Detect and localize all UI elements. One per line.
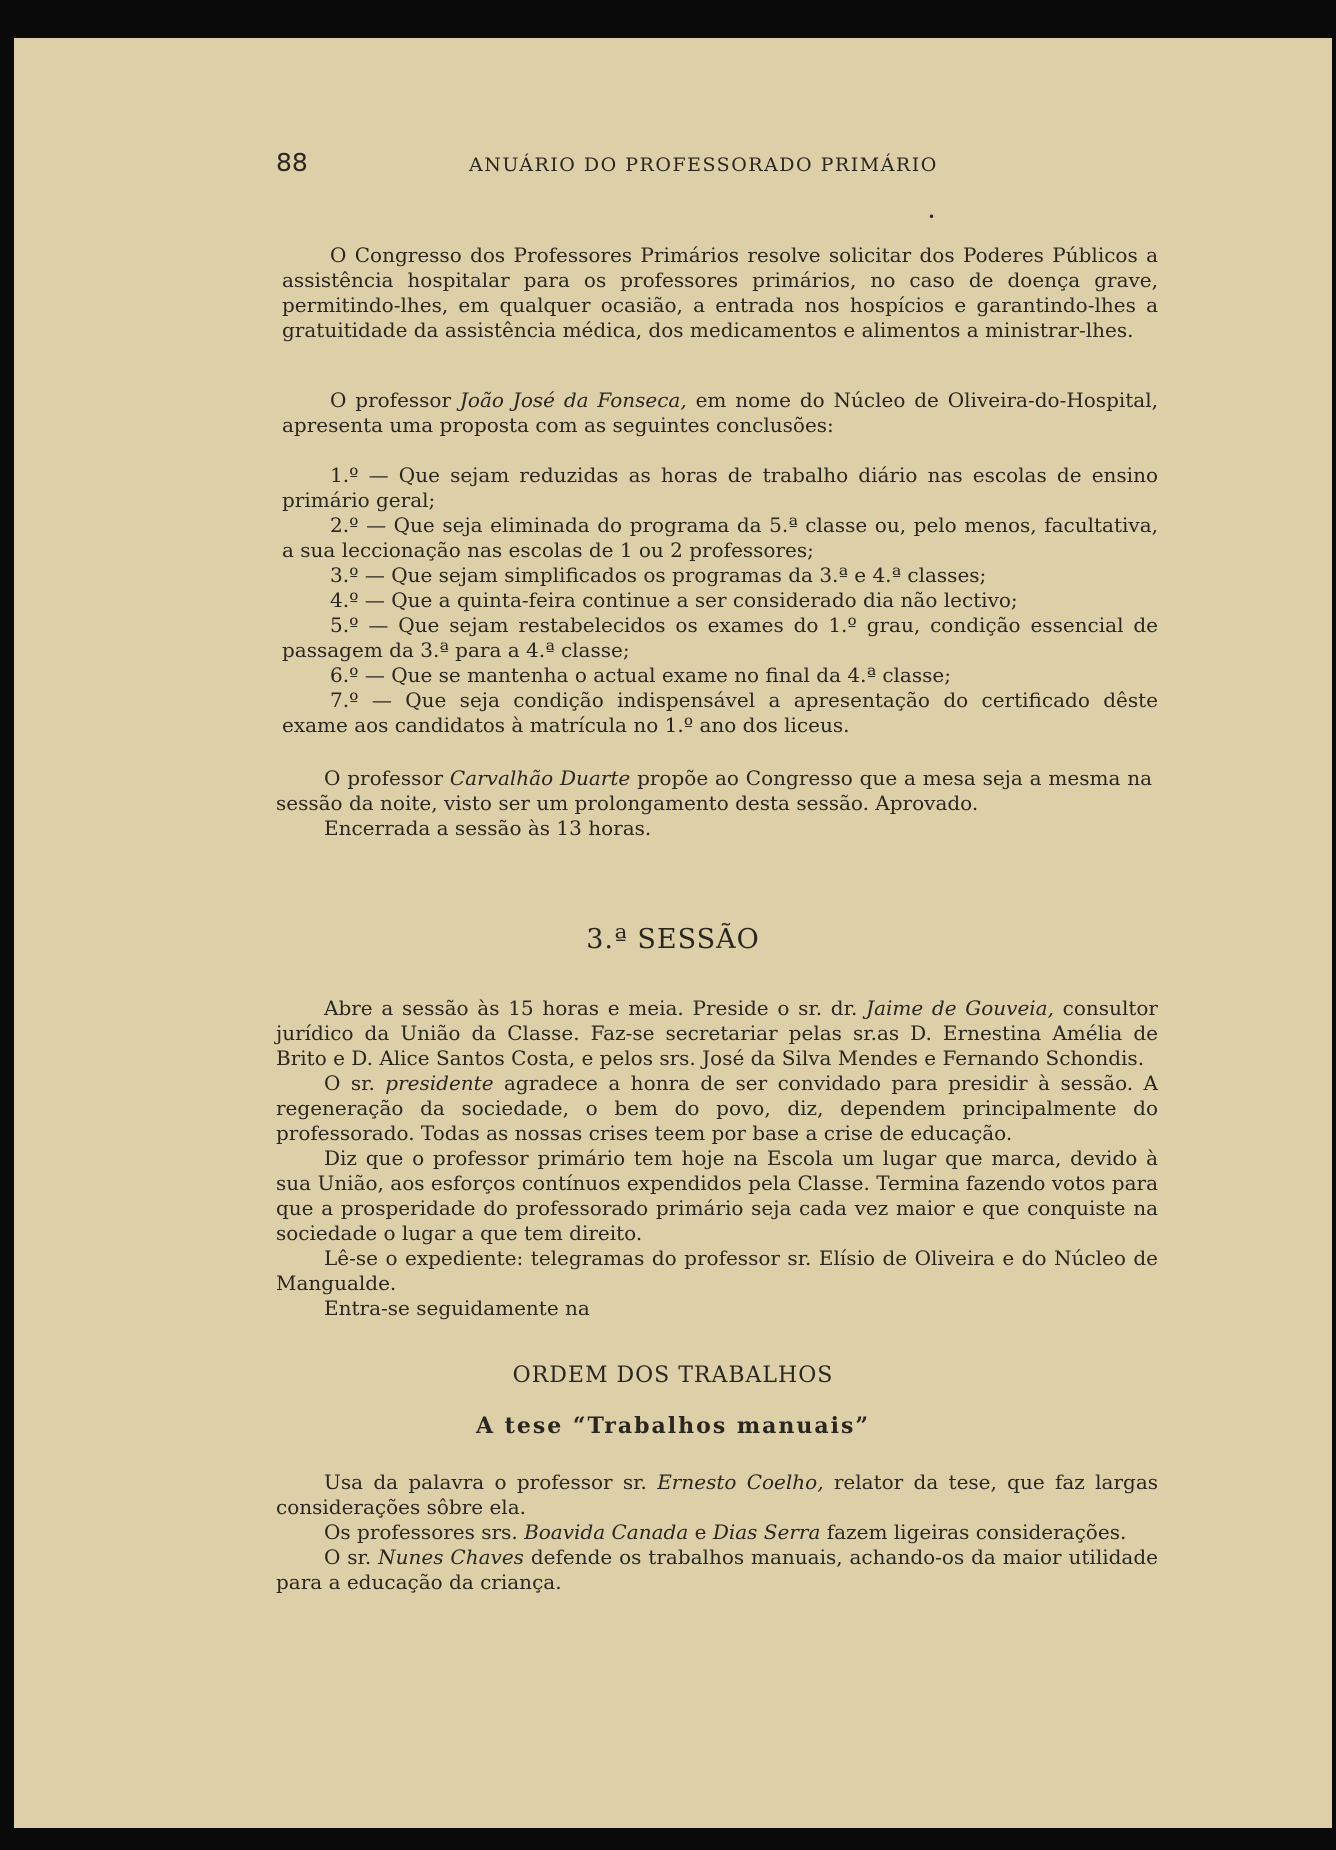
person-name: Jaime de Gouveia, bbox=[866, 996, 1054, 1020]
document-page bbox=[14, 38, 1332, 1828]
conclusion-item: 3.º — Que sejam simplificados os programas da 3.ª e 4.ª classes; bbox=[330, 563, 987, 587]
conclusions-list bbox=[282, 463, 1158, 738]
session-body: Abre a sessão às 15 horas e meia. Preside o sr. dr. Jaime de Gouveia, consultor jurídico da União da Classe. Faz-se secretariar pelas sr.as D. Ernestina Amélia de Brito e D. Alice Santos Costa, e pelos srs. José da Silva Mendes e Fernando Schondis. O sr. presidente agradece a honra de ser convidado para presidir à sessão. A regeneração da sociedade, o bem do povo, diz, dependem principalmente do professorado. Todas as nossas crises teem por base a crise de educação. Diz que o professor primário tem hoje na Escola um lugar que marca, devido à sua União, aos esforços contínuos expendidos pela Classe. Termina fazendo votos para que a prosperidade do professorado primário seja cada vez maior e que conquiste na sociedade o lugar a que tem direito. Lê-se o expediente: telegramas do professor sr. Elísio de Oliveira e do Núcleo de Mangualde. Entra-se seguidamente na bbox=[276, 996, 1158, 1320]
ornament-dot: • bbox=[928, 210, 936, 224]
conclusion-item: 1.º — Que sejam reduzidas as horas de trabalho diário nas escolas de ensino primário geral; bbox=[282, 463, 1158, 512]
paragraph-carvalhao: O professor Carvalhão Duarte propõe ao Congresso que a mesa seja a mesma na sessão da noite, visto ser um prolongamento desta sessão. Aprovado. Encerrada a sessão às 13 horas. bbox=[276, 766, 1153, 840]
session-title: 3.ª SESSÃO bbox=[586, 924, 760, 955]
person-name: Ernesto Coelho, bbox=[657, 1470, 824, 1494]
page-number: 88 bbox=[276, 148, 308, 177]
running-head: ANUÁRIO DO PROFESSORADO PRIMÁRIO bbox=[469, 154, 938, 176]
conclusion-item: 7.º — Que seja condição indispensável a apresentação do certificado dêste exame aos candidatos à matrícula no 1.º ano dos liceus. bbox=[282, 688, 1158, 737]
person-name: Boavida Canada bbox=[524, 1520, 689, 1544]
tese-title: A tese “Trabalhos manuais” bbox=[475, 1413, 871, 1439]
person-name: Carvalhão Duarte bbox=[449, 766, 631, 790]
conclusion-item: 6.º — Que se mantenha o actual exame no final da 4.ª classe; bbox=[330, 663, 951, 687]
title-word: presidente bbox=[385, 1071, 494, 1095]
person-name: Nunes Chaves bbox=[378, 1545, 524, 1569]
page-edge-tear bbox=[882, 42, 922, 56]
person-name: Dias Serra bbox=[712, 1520, 821, 1544]
person-name: João José da Fonseca, bbox=[459, 388, 687, 412]
conclusion-item: 4.º — Que a quinta-feira continue a ser considerado dia não lectivo; bbox=[330, 588, 1018, 612]
conclusion-item: 2.º — Que seja eliminada do programa da 5.ª classe ou, pelo menos, facultativa, a sua leccionação nas escolas de 1 ou 2 professores; bbox=[282, 513, 1158, 562]
paragraph-fonseca: O professor João José da Fonseca, em nome do Núcleo de Oliveira-do-Hospital, apresenta uma proposta com as seguintes conclusões: bbox=[282, 388, 1158, 437]
page-header bbox=[14, 148, 1332, 188]
conclusion-item: 5.º — Que sejam restabelecidos os exames do 1.º grau, condição essencial de passagem da 3.ª para a 4.ª classe; bbox=[282, 613, 1158, 662]
paragraph-congresso: O Congresso dos Professores Primários resolve solicitar dos Poderes Públicos a assistência hospitalar para os professores primários, no caso de doença grave, permitindo-lhes, em qualquer ocasião, a entrada nos hospícios e garantindo-lhes a gratuitidade da assistência médica, dos medicamentos e alimentos a ministrar-lhes. bbox=[282, 243, 1158, 342]
ordem-title: ORDEM DOS TRABALHOS bbox=[512, 1363, 834, 1388]
tese-body: Usa da palavra o professor sr. Ernesto Coelho, relator da tese, que faz largas considerações sôbre ela. Os professores srs. Boavida Canada e Dias Serra fazem ligeiras considerações. O sr. Nunes Chaves defende os trabalhos manuais, achando-os da maior utilidade para a educação da criança. bbox=[276, 1470, 1159, 1594]
